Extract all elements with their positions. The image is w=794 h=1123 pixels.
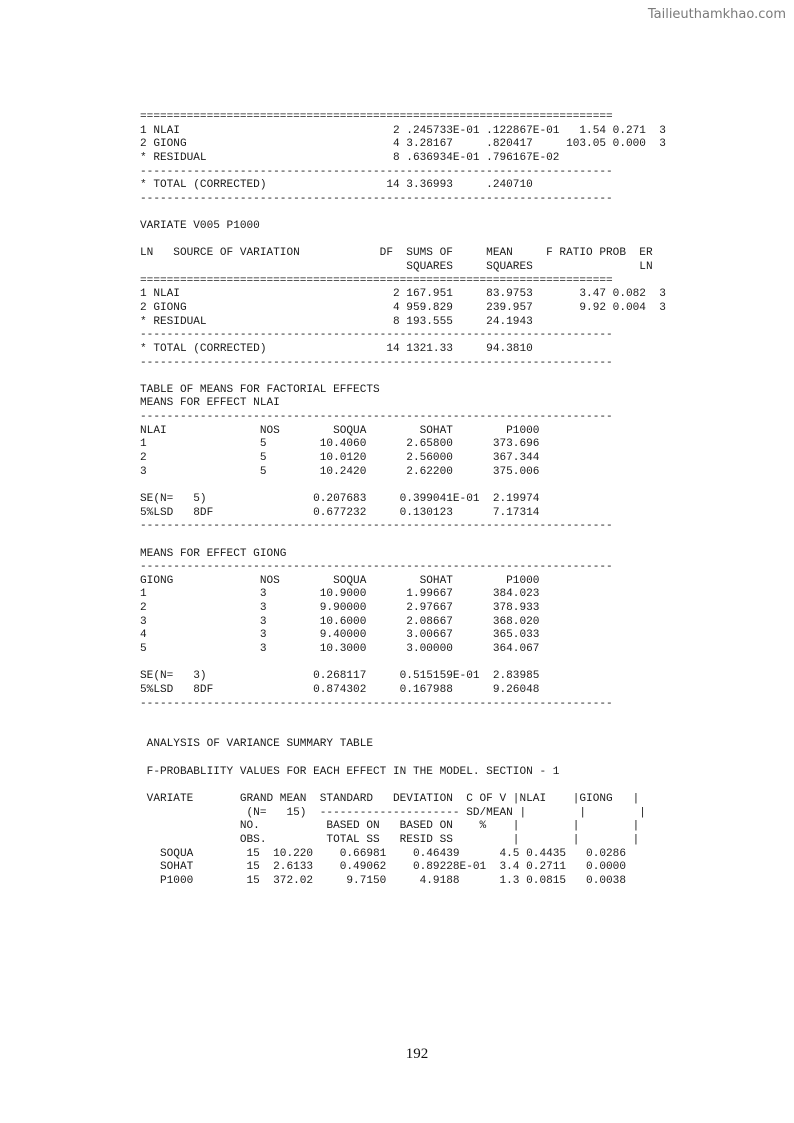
listing-line: ----------------------------------------------------------------------- <box>140 356 613 369</box>
listing-line: MEANS FOR EFFECT NLAI <box>140 397 280 410</box>
listing-line: SOHAT 15 2.6133 0.49062 0.89228E-01 3.4 0.2711 0.0000 <box>140 861 626 874</box>
listing-line: * TOTAL (CORRECTED) 14 1321.33 94.3810 <box>140 342 533 355</box>
listing-line <box>140 534 666 548</box>
listing-line <box>140 206 666 220</box>
listing-line: 2 5 10.0120 2.56000 367.344 <box>140 452 540 465</box>
listing-line: 5%LSD 8DF 0.874302 0.167988 9.26048 <box>140 683 540 696</box>
listing-line: 4 3 9.40000 3.00667 365.033 <box>140 629 540 642</box>
listing-line: SE(N= 3) 0.268117 0.515159E-01 2.83985 <box>140 670 540 683</box>
listing-line: 2 GIONG 4 3.28167 .820417 103.05 0.000 3 <box>140 138 666 151</box>
listing-line: ----------------------------------------------------------------------- <box>140 411 613 424</box>
listing-line: LN SOURCE OF VARIATION DF SUMS OF MEAN F RATIO PROB ER <box>140 247 653 260</box>
listing-line: * RESIDUAL 8 193.555 24.1943 <box>140 315 533 328</box>
listing-line <box>140 711 666 725</box>
listing-line: VARIATE V005 P1000 <box>140 220 260 233</box>
listing-line: NLAI NOS SOQUA SOHAT P1000 <box>140 424 540 437</box>
listing-line: F-PROBABLIITY VALUES FOR EACH EFFECT IN THE MODEL. SECTION - 1 <box>140 765 560 778</box>
listing-line: * RESIDUAL 8 .636934E-01 .796167E-02 <box>140 151 560 164</box>
listing-line <box>140 657 666 671</box>
listing-line: 5 3 10.3000 3.00000 364.067 <box>140 642 540 655</box>
listing-line: 1 5 10.4060 2.65800 373.696 <box>140 438 540 451</box>
listing-line: ----------------------------------------------------------------------- <box>140 329 613 342</box>
listing-line: ----------------------------------------------------------------------- <box>140 165 613 178</box>
listing-line: SQUARES SQUARES LN <box>140 261 653 274</box>
listing-line: ======================================================================= <box>140 111 613 123</box>
listing-line <box>140 479 666 493</box>
listing-line: TABLE OF MEANS FOR FACTORIAL EFFECTS <box>140 383 380 396</box>
anova-output-listing <box>140 111 666 889</box>
listing-line <box>140 370 666 384</box>
listing-line: 3 5 10.2420 2.62200 375.006 <box>140 465 540 478</box>
listing-line: MEANS FOR EFFECT GIONG <box>140 547 287 560</box>
listing-line: NO. BASED ON BASED ON % | | | <box>140 820 640 833</box>
listing-line: * TOTAL (CORRECTED) 14 3.36993 .240710 <box>140 179 533 192</box>
listing-line <box>140 234 666 248</box>
listing-line: 1 NLAI 2 167.951 83.9753 3.47 0.082 3 <box>140 288 666 301</box>
listing-line: ----------------------------------------------------------------------- <box>140 561 613 574</box>
listing-line: ----------------------------------------------------------------------- <box>140 520 613 533</box>
watermark-text: Tailieuthamkhao.com <box>647 7 786 22</box>
listing-line: P1000 15 372.02 9.7150 4.9188 1.3 0.0815 0.0038 <box>140 874 626 887</box>
listing-line <box>140 752 666 766</box>
listing-line: 3 3 10.6000 2.08667 368.020 <box>140 615 540 628</box>
listing-line: SOQUA 15 10.220 0.66981 0.46439 4.5 0.4435 0.0286 <box>140 847 626 860</box>
listing-line <box>140 779 666 793</box>
listing-line: OBS. TOTAL SS RESID SS | | | <box>140 833 640 846</box>
listing-line <box>140 725 666 739</box>
listing-line: 2 3 9.90000 2.97667 378.933 <box>140 602 540 615</box>
listing-line: ======================================================================= <box>140 274 613 287</box>
listing-line: ANALYSIS OF VARIANCE SUMMARY TABLE <box>140 738 374 751</box>
listing-line: 5%LSD 8DF 0.677232 0.130123 7.17314 <box>140 506 540 519</box>
listing-line: SE(N= 5) 0.207683 0.399041E-01 2.19974 <box>140 492 540 505</box>
listing-line: 1 NLAI 2 .245733E-01 .122867E-01 1.54 0.271 3 <box>140 124 666 137</box>
listing-line: 2 GIONG 4 959.829 239.957 9.92 0.004 3 <box>140 301 666 314</box>
listing-line: ----------------------------------------------------------------------- <box>140 697 613 710</box>
listing-line: ----------------------------------------------------------------------- <box>140 192 613 205</box>
page-number: 192 <box>405 1046 429 1062</box>
listing-line: (N= 15) --------------------- SD/MEAN | | | <box>140 806 646 819</box>
listing-line: GIONG NOS SOQUA SOHAT P1000 <box>140 574 540 587</box>
listing-line: 1 3 10.9000 1.99667 384.023 <box>140 588 540 601</box>
listing-line: VARIATE GRAND MEAN STANDARD DEVIATION C OF V |NLAI |GIONG | <box>140 793 640 806</box>
